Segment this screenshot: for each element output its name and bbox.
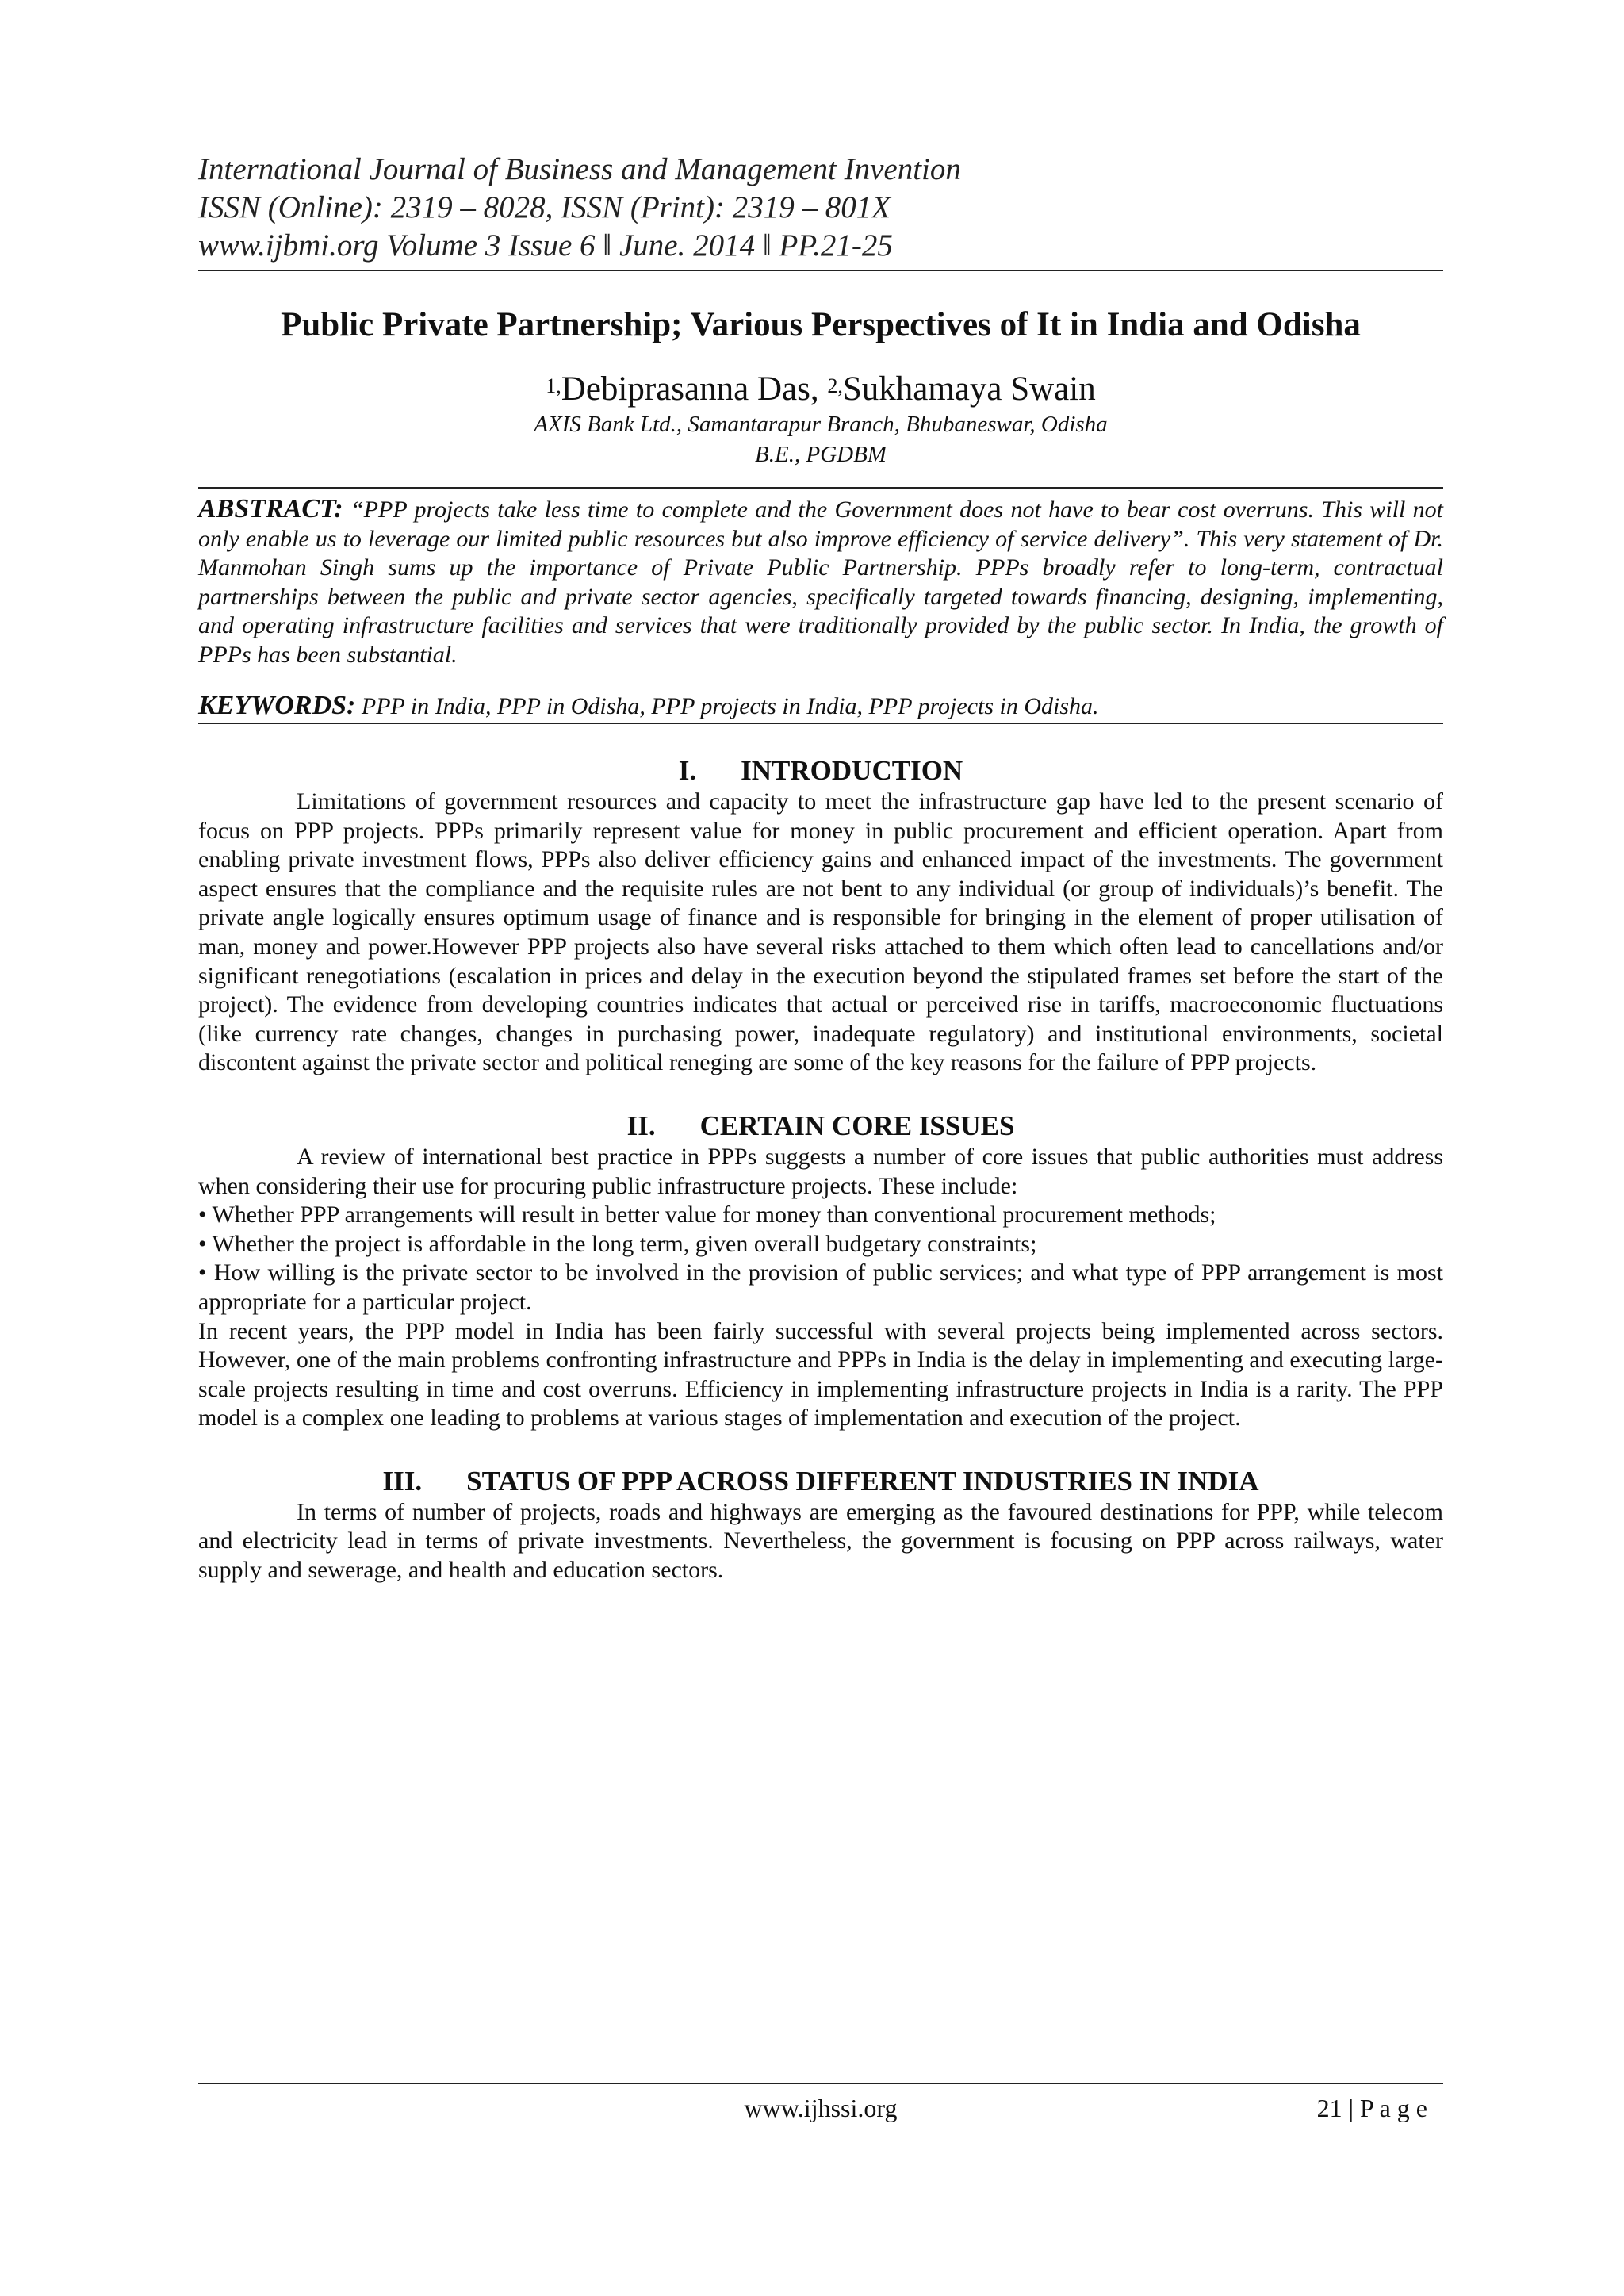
section-heading-status (198, 1465, 1443, 1498)
footer-divider (198, 2083, 1443, 2084)
status-paragraph: In terms of number of projects, roads and highways are emerging as the favoured destinations for PPP, while telecom and electricity lead in terms of private investments. Nevertheless, the government is focusing on PPP across railways, water supply and sewerage, and health and education sectors. (198, 1498, 1443, 1584)
journal-name: International Journal of Business and Management Invention (198, 152, 961, 186)
keywords-text: PPP in India, PPP in Odisha, PPP projects in India, PPP projects in Odisha. (361, 693, 1099, 719)
journal-header (198, 151, 1443, 265)
abstract-top-divider (198, 487, 1443, 489)
author-2-name: Sukhamaya Swain (842, 370, 1096, 408)
section-title: CERTAIN CORE ISSUES (699, 1110, 1015, 1141)
bullet-item: • Whether the project is affordable in the long term, given overall budgetary constraints; (198, 1230, 1037, 1257)
keywords-label: KEYWORDS: (198, 691, 356, 720)
author-1-mark: 1, (546, 374, 561, 397)
section-title: STATUS OF PPP ACROSS DIFFERENT INDUSTRIES IN INDIA (466, 1465, 1259, 1497)
author-2-mark: 2, (827, 374, 843, 397)
keywords (198, 692, 1443, 721)
journal-issn: ISSN (Online): 2319 – 8028, ISSN (Print): 2319 – 801X (198, 190, 891, 224)
footer-url: www.ijhssi.org (744, 2094, 898, 2122)
author-1-name: Debiprasanna Das, (561, 370, 828, 408)
abstract (198, 495, 1443, 669)
core-issues-paragraph: A review of international best practice in PPPs suggests a number of core issues that public authorities must address when considering their use for procuring public infrastructure projects. These include: (198, 1143, 1443, 1199)
page-footer (198, 2083, 1443, 2125)
author-line (198, 370, 1443, 409)
paper-title: Public Private Partnership; Various Perspectives of It in India and Odisha (281, 306, 1361, 343)
affiliation: AXIS Bank Ltd., Samantarapur Branch, Bhubaneswar, Odisha (534, 412, 1108, 437)
section-number: II. (626, 1110, 656, 1141)
bullet-item: • Whether PPP arrangements will result in better value for money than conventional procurement methods; (198, 1202, 1216, 1228)
core-issues-paragraph-2: In recent years, the PPP model in India has been fairly successful with several projects being implemented across sectors. However, one of the main problems confronting infrastructure and PPPs in India is the delay in implementing and executing large-scale projects resulting in time and cost overruns. Efficiency in implementing infrastructure projects in India is a rarity. The PPP model is a complex one leading to problems at various stages of implementation and execution of the project. (198, 1317, 1443, 1432)
abstract-label: ABSTRACT: (198, 494, 343, 523)
qualification: B.E., PGDBM (755, 442, 887, 467)
header-divider (198, 270, 1443, 271)
abstract-text: “PPP projects take less time to complete and the Government does not have to bear cost overruns. This will not only enable us to leverage our limited public resources but also improve efficiency of service delivery”. This very statement of Dr. Manmohan Singh sums up the importance of Private Public Partnership. PPPs broadly refer to long-term, contractual partnerships between the public and private sector agencies, specifically targeted towards financing, designing, implementing, and operating infrastructure facilities and services that were traditionally provided by the public sector. In India, the growth of PPPs has been substantial. (198, 496, 1443, 668)
section-number: III. (382, 1465, 423, 1497)
page-number: 21 | P a g e (1316, 2094, 1427, 2122)
section-heading-core-issues (198, 1110, 1443, 1143)
section-title: INTRODUCTION (741, 755, 963, 786)
journal-volume: www.ijbmi.org Volume 3 Issue 6 ǁ June. 2014 ǁ PP.21-25 (198, 228, 893, 263)
paper-page (198, 151, 1443, 1585)
section-number: I. (678, 755, 697, 786)
bullet-item: • How willing is the private sector to be involved in the provision of public services; and what type of PPP arrangement is most appropriate for a particular project. (198, 1259, 1443, 1315)
keywords-divider (198, 723, 1443, 724)
section-heading-introduction (198, 754, 1443, 788)
introduction-paragraph: Limitations of government resources and capacity to meet the infrastructure gap have led to the present scenario of focus on PPP projects. PPPs primarily represent value for money in public procurement and efficient operation. Apart from enabling private investment flows, PPPs also deliver efficiency gains and enhanced impact of the investments. The government aspect ensures that the compliance and the requisite rules are not bent to any individual (or group of individuals)’s benefit. The private angle logically ensures optimum usage of finance and is responsible for bringing in the element of proper utilisation of man, money and power.However PPP projects also have several risks attached to them which often lead to cancellations and/or significant renegotiations (escalation in prices and delay in the execution beyond the stipulated frames set before the start of the project). The evidence from developing countries indicates that actual or perceived rise in tariffs, macroeconomic fluctuations (like currency rate changes, changes in purchasing power, inadequate regulatory) and institutional environments, societal discontent against the private sector and political reneging are some of the key reasons for the failure of PPP projects. (198, 788, 1443, 1076)
